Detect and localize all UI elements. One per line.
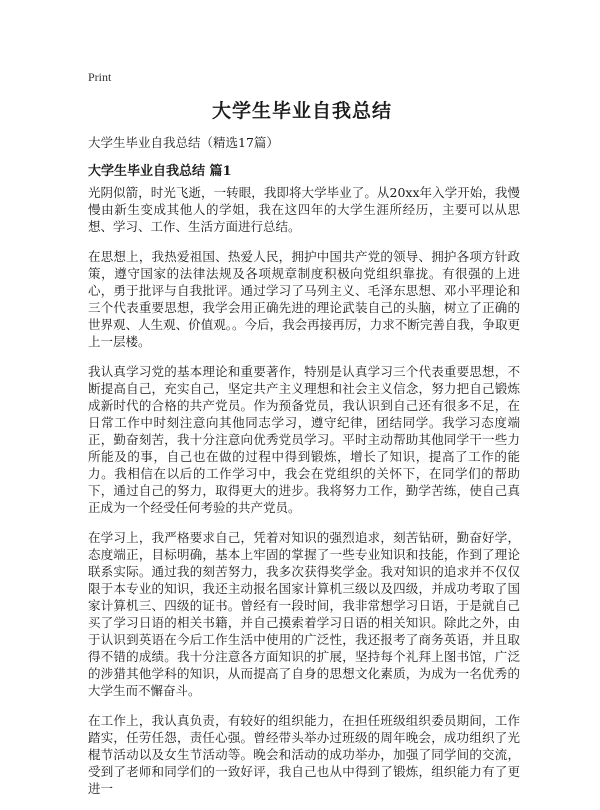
body-text [88,184,520,810]
paragraph-party-study: 我认真学习党的基本理论和重要著作，特别是认真学习三个代表重要思想，不断提高自己，充实自己，坚定共产主义理想和社会主义信念，努力把自己锻炼成新时代的合格的共产党员。作为预备党员，我认识到自己还有很多不足，在日常工作中时刻注意向其他同志学习，遵守纪律，团结同学。我学习态度端正，勤奋刻苦，我十分注意向优秀党员学习。平时主动帮助其他同学干一些力所能及的事，自己也在做的过程中得到锻炼，增长了知识，提高了工作的能力。我相信在以后的工作学习中，我会在党组织的关怀下，在同学们的帮助下，通过自己的努力，取得更大的进步。我将努力工作，勤学苦练，使自己真正成为一个经受任何考验的共产党员。 [88,364,520,515]
document-title: 大学生毕业自我总结 [211,100,392,122]
paragraph-work: 在工作上，我认真负责，有较好的组织能力，在担任班级组织委员期间，工作踏实，任劳任怨，责任心强。曾经带头举办过班级的周年晚会，成功组织了光棍节活动以及女生节活动等。晚会和活动的成功举办，加强了同学间的交流，受到了老师和同学们的一致好评，我自己也从中得到了锻炼，组织能力有了更进一 [88,713,520,796]
paragraph-study: 在学习上，我严格要求自己，凭着对知识的强烈追求，刻苦钻研，勤奋好学，态度端正，目标明确，基本上牢固的掌握了一些专业知识和技能，作到了理论联系实际。通过我的刻苦努力，我多次获得奖学金。我对知识的追求并不仅仅限于本专业的知识，我还主动报名国家计算机三级以及四级，并成功考取了国家计算机三、四级的证书。曾经有一段时间，我非常想学习日语，于是就自己买了学习日语的相关书籍，并自己摸索着学习日语的相关知识。除此之外，由于认识到英语在今后工作生活中使用的广泛性，我还报考了商务英语，并且取得不错的成绩。我十分注意各方面知识的扩展，坚持每个礼拜上图书馆，广泛的涉猎其他学科的知识，从而提高了自身的思想文化素质，为成为一名优秀的大学生而不懈奋斗。 [88,530,520,698]
section-heading: 大学生毕业自我总结 篇1 [88,164,232,179]
paragraph-thought: 在思想上，我热爱祖国、热爱人民，拥护中国共产党的领导、拥护各项方针政策，遵守国家的法律法规及各项规章制度积极向党组织靠拢。有很强的上进心，勇于批评与自我批评。通过学习了马列主义、毛泽东思想、邓小平理论和三个代表重要思想，我学会用正确先进的理论武装自己的头脑，树立了正确的世界观、人生观、价值观。。今后，我会再接再厉，力求不断完善自我，争取更上一层楼。 [88,249,520,349]
print-label: Print [88,70,112,84]
paragraph-intro: 光阴似箭，时光飞逝，一转眼，我即将大学毕业了。从20xx年入学开始，我慢慢由新生变成其他人的学姐，我在这四年的大学生涯所经历，主要可以从思想、学习、工作、生活方面进行总结。 [88,185,520,234]
document-subtitle: 大学生毕业自我总结（精选17篇） [88,135,279,150]
